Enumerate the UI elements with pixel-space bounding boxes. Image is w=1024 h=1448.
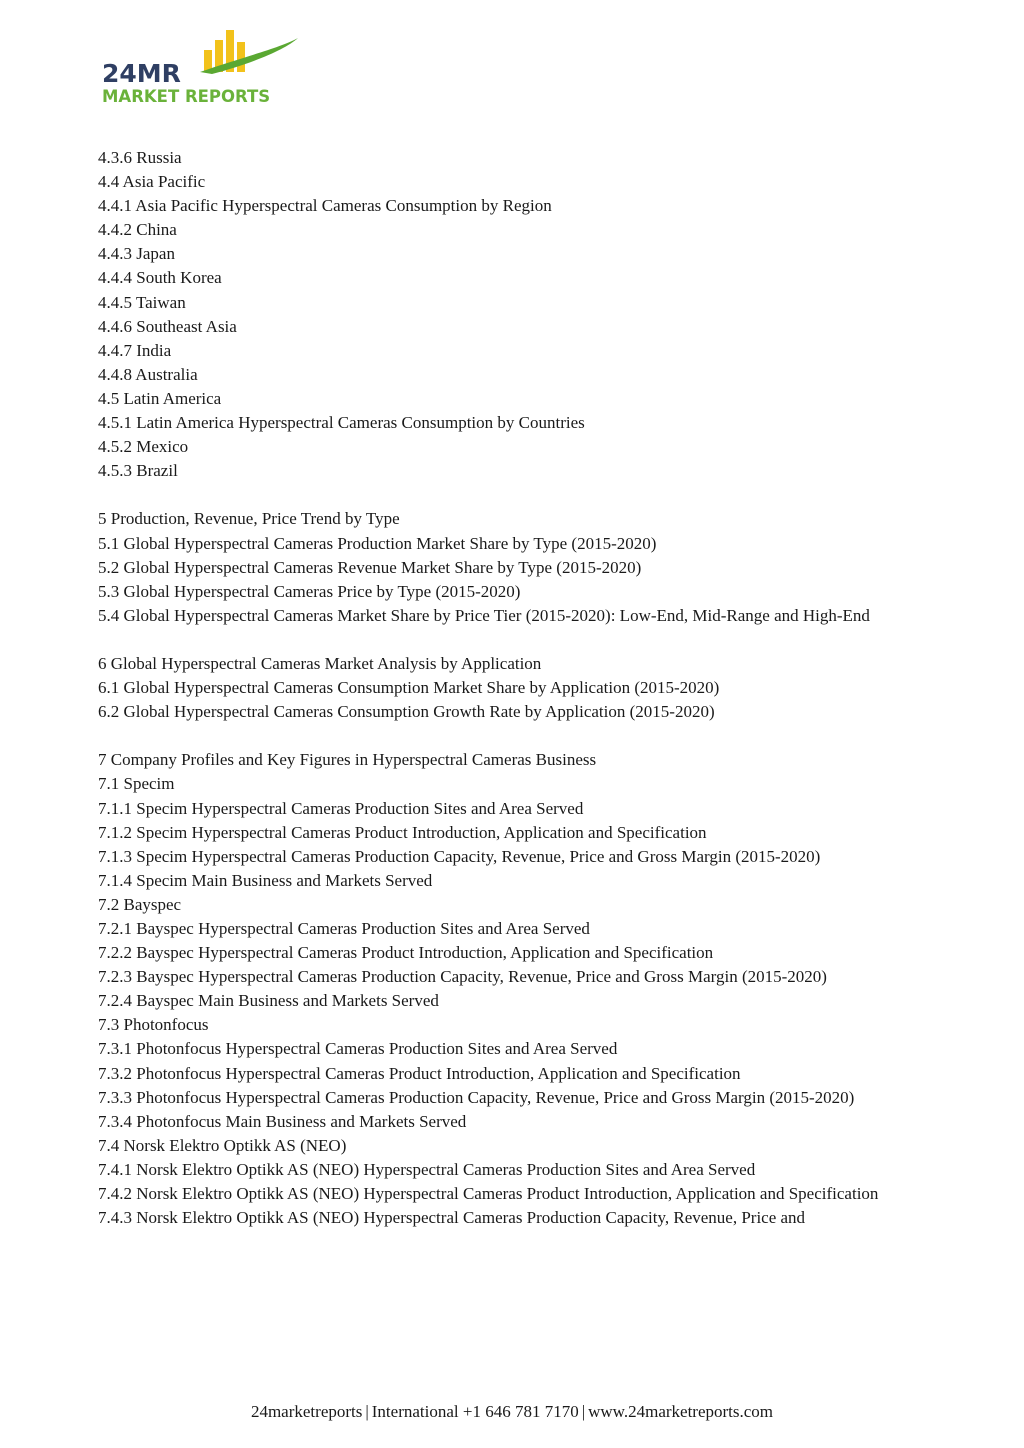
toc-entry: 7.4.2 Norsk Elektro Optikk AS (NEO) Hyperspectral Cameras Product Introduction, Application and Specification (98, 1184, 879, 1204)
toc-entry: 4.5.3 Brazil (98, 461, 178, 481)
toc-section (98, 146, 926, 483)
toc-section (98, 652, 926, 724)
toc-entry: 4.4.1 Asia Pacific Hyperspectral Cameras Consumption by Region (98, 196, 552, 216)
toc-entry: 4.3.6 Russia (98, 148, 182, 167)
page-footer (98, 1400, 926, 1424)
toc-entry: 7.1.1 Specim Hyperspectral Cameras Production Sites and Area Served (98, 798, 584, 818)
toc-entry: 7.1.2 Specim Hyperspectral Cameras Product Introduction, Application and Specification (98, 822, 707, 842)
logo-text-line1: 24MR (102, 59, 181, 88)
toc-entry: 7.3 Photonfocus (98, 1015, 209, 1035)
toc-entry: 4.4.6 Southeast Asia (98, 316, 237, 336)
toc-section (98, 507, 926, 627)
toc-entry: 7.2 Bayspec (98, 894, 182, 914)
toc-entry: 6.2 Global Hyperspectral Cameras Consumption Growth Rate by Application (2015-2020) (98, 702, 715, 722)
toc-entry: 7.2.1 Bayspec Hyperspectral Cameras Production Sites and Area Served (98, 919, 590, 938)
toc-entry: 4.4.3 Japan (98, 244, 175, 264)
footer-separator: | (581, 1402, 586, 1421)
toc-entry: 7.1 Specim (98, 774, 175, 794)
toc-entry: 4.5.2 Mexico (98, 437, 189, 457)
toc-entry: 7.2.4 Bayspec Main Business and Markets Served (98, 991, 439, 1011)
toc-entry: 7.4.3 Norsk Elektro Optikk AS (NEO) Hyperspectral Cameras Production Capacity, Revenue, Price and (98, 1208, 806, 1228)
toc-entry: 4.4.2 China (98, 220, 177, 240)
toc-entry: 7.2.2 Bayspec Hyperspectral Cameras Product Introduction, Application and Specification (98, 943, 714, 963)
toc-entry: 5.1 Global Hyperspectral Cameras Production Market Share by Type (2015-2020) (98, 533, 657, 553)
footer-url[interactable]: www.24marketreports.com (588, 1402, 774, 1421)
toc-entry: 7.3.3 Photonfocus Hyperspectral Cameras Production Capacity, Revenue, Price and Gross Margin (2015-2020) (98, 1087, 855, 1107)
logo-bar (237, 42, 245, 72)
toc-entry: 7.3.2 Photonfocus Hyperspectral Cameras Product Introduction, Application and Specification (98, 1063, 741, 1083)
toc-entry: 5.2 Global Hyperspectral Cameras Revenue Market Share by Type (2015-2020) (98, 557, 642, 577)
toc-entry: 7.2.3 Bayspec Hyperspectral Cameras Production Capacity, Revenue, Price and Gross Margin (2015-2020) (98, 967, 827, 987)
toc-entry: 4.5 Latin America (98, 388, 222, 408)
toc-entry: 4.5.1 Latin America Hyperspectral Cameras Consumption by Countries (98, 413, 585, 433)
footer-phone: International +1 646 781 7170 (371, 1402, 579, 1421)
toc-entry: 7.3.4 Photonfocus Main Business and Markets Served (98, 1111, 467, 1131)
toc-entry: 4.4.4 South Korea (98, 268, 222, 288)
toc-entry: 6 Global Hyperspectral Cameras Market Analysis by Application (98, 653, 542, 673)
table-of-contents (98, 146, 926, 1230)
toc-entry: 7 Company Profiles and Key Figures in Hyperspectral Cameras Business (98, 750, 597, 770)
toc-entry: 7.3.1 Photonfocus Hyperspectral Cameras Production Sites and Area Served (98, 1039, 618, 1059)
toc-entry: 4.4.5 Taiwan (98, 292, 186, 312)
toc-entry: 5 Production, Revenue, Price Trend by Type (98, 509, 400, 529)
footer-site-name: 24marketreports (250, 1402, 363, 1421)
toc-entry: 5.3 Global Hyperspectral Cameras Price by Type (2015-2020) (98, 581, 521, 601)
toc-entry: 5.4 Global Hyperspectral Cameras Market Share by Price Tier (2015-2020): Low-End, Mid-Range and High-End (98, 605, 870, 625)
logo-swoosh (200, 38, 298, 74)
toc-entry: 4.4.7 India (98, 340, 172, 360)
toc-entry: 4.4.8 Australia (98, 364, 198, 384)
logo-text-line2: MARKET REPORTS (102, 87, 271, 106)
toc-entry: 7.4.1 Norsk Elektro Optikk AS (NEO) Hyperspectral Cameras Production Sites and Area Served (98, 1159, 756, 1179)
company-logo (100, 28, 310, 108)
toc-entry: 6.1 Global Hyperspectral Cameras Consumption Market Share by Application (2015-2020) (98, 678, 720, 698)
toc-section (98, 748, 926, 1230)
toc-entry: 4.4 Asia Pacific (98, 172, 206, 192)
footer-separator: | (365, 1402, 369, 1421)
toc-entry: 7.4 Norsk Elektro Optikk AS (NEO) (98, 1135, 347, 1155)
toc-entry: 7.1.3 Specim Hyperspectral Cameras Production Capacity, Revenue, Price and Gross Margin (2015-2020) (98, 846, 821, 866)
toc-entry: 7.1.4 Specim Main Business and Markets Served (98, 870, 433, 890)
logo-graphic (100, 28, 310, 108)
